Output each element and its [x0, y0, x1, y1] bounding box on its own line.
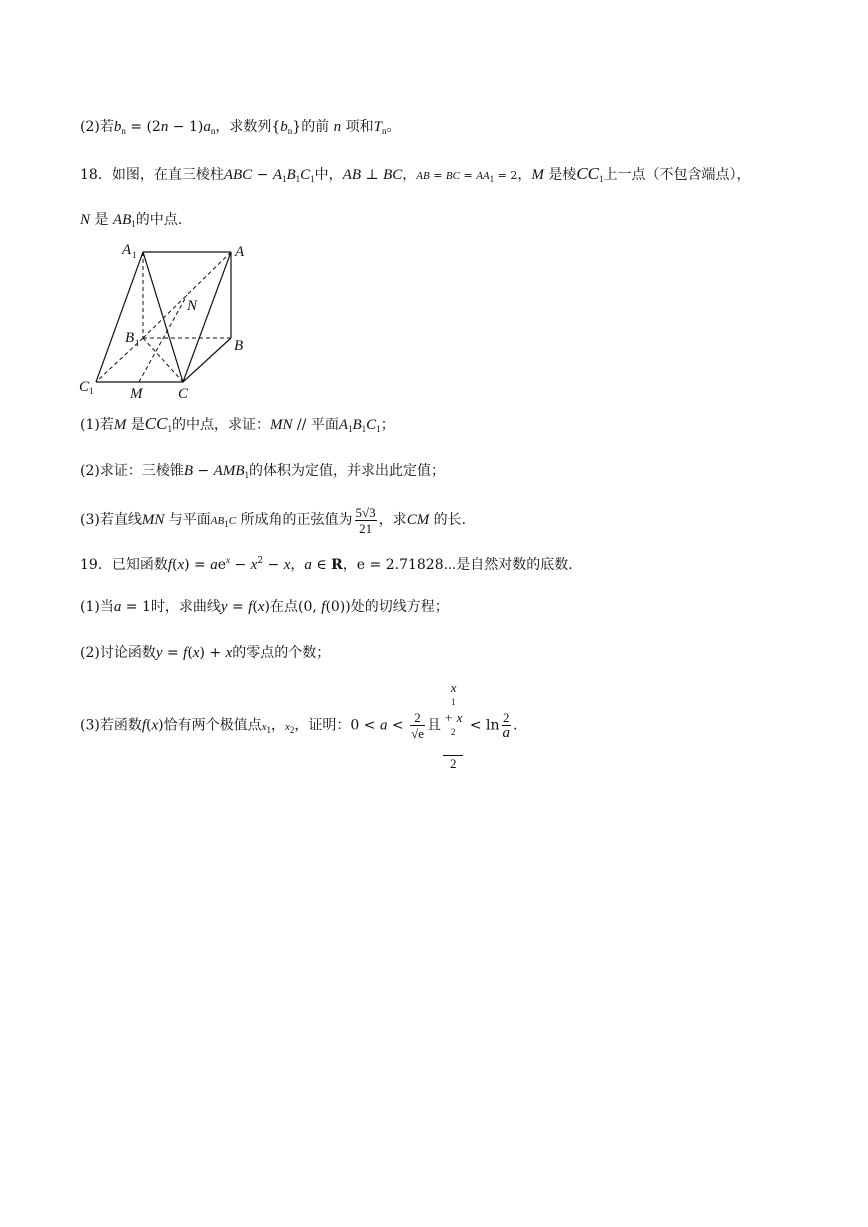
q19-intro: 19．已知函数$f(x) = ae^x - x^2 - x$，a ∈ R，e = 2.71828⋯是自然对数的底数.: [80, 555, 573, 573]
q19-part2: (2)讨论函数y = f(x) + x的零点的个数；: [80, 645, 331, 661]
frac-2-sqrt-e: $\frac{2}{√e}$: [411, 710, 424, 741]
label-B: B: [234, 338, 244, 354]
label-C1-sub: 1: [89, 386, 94, 396]
prism-figure: [76, 238, 266, 408]
label-M: M: [130, 386, 143, 402]
q18-intro-line2: N 是 $AB_1$的中点.: [80, 212, 183, 229]
label-C: C: [178, 386, 189, 402]
q18-part3: (3)若直线MN 与平面$AB_1C$ 所成角的正弦值为 $\frac{5√3}{21}$ ，求CM 的长.: [80, 504, 467, 536]
frac-2-a: $\frac{2}{a}$: [502, 710, 510, 741]
frac-x1-x2: x 1 + x 2 2: [445, 680, 463, 771]
sine-fraction: $\frac{5√3}{21}$: [355, 504, 376, 536]
label-A: A: [235, 244, 245, 260]
label-A1-sub: 1: [132, 250, 137, 260]
q19-part3: (3)若函数f(x)恰有两个极值点$x_1$，$x_2$，证明：0 < a < $\frac{2}{√e}$ 且 x 1 + x 2 2 < ln $\frac{2}{a}$ .: [80, 680, 518, 771]
q17-part2: (2)若$b_n = (2n - 1)a_n$，求数列$\{b_n\}$的前 n 项和$T_n$。: [80, 119, 401, 136]
label-B1: B: [125, 330, 135, 346]
label-N: N: [187, 298, 198, 314]
q18-intro: 18．如图，在直三棱柱ABC − $A_1B_1C_1$中，AB ⊥ BC，AB = BC = $AA_1 = 2$，M 是棱$CC_1$上一点（不包含端点），: [80, 164, 751, 184]
q18-part2: (2)求证：三棱锥$B - AMB_1$的体积为定值，并求出此定值；: [80, 463, 445, 480]
label-A1: A: [122, 242, 132, 258]
label-C1: C: [79, 379, 90, 395]
q18-part1: (1)若M 是$CC_1$的中点，求证：MN // 平面$A_1B_1C_1$；: [80, 414, 395, 434]
q19-part1: (1)当a = 1时，求曲线y = f(x)在点(0, f(0))处的切线方程；: [80, 599, 449, 615]
label-B1-sub: 1: [135, 338, 140, 348]
